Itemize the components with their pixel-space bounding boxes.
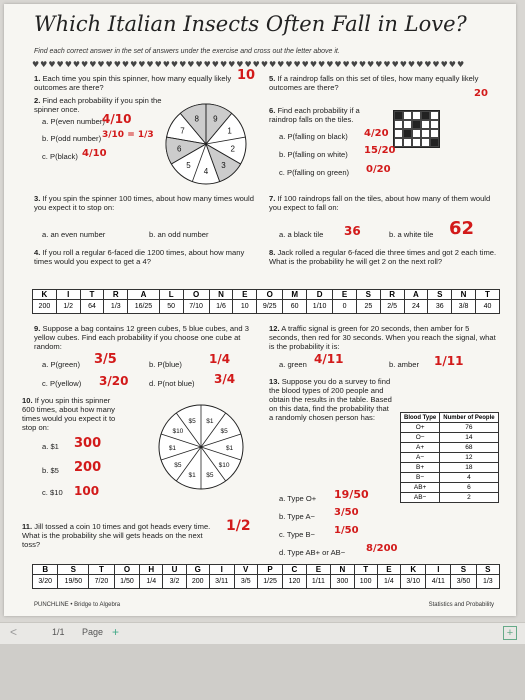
- q10-answer-a: 300: [74, 436, 102, 451]
- desk-background: [0, 644, 525, 700]
- spinner-label: 6: [176, 144, 182, 154]
- q2-option-b: b. P(odd number): [42, 134, 102, 143]
- grid1-value-4: 16/25: [128, 300, 160, 314]
- blood-cell: O+: [401, 423, 440, 433]
- grid1-value-17: 3/8: [452, 300, 476, 314]
- grid1-value-8: 10: [233, 300, 257, 314]
- grid2-letter-17: S: [451, 565, 476, 575]
- grid1-value-6: 7/10: [183, 300, 209, 314]
- q6-answer-b: 15/20: [364, 145, 396, 156]
- blood-cell: AB+: [401, 483, 440, 493]
- grid2-letter-7: I: [209, 565, 234, 575]
- grid2-letter-0: B: [33, 565, 58, 575]
- tile: [430, 129, 439, 138]
- grid1-letter-15: A: [404, 290, 428, 300]
- question-9: 9. Suppose a bag contains 12 green cubes, 5 blue cubes, and 3 yellow cubes. Find each probability if you choose one cube at random:: [34, 324, 249, 351]
- blood-row: [401, 463, 499, 473]
- spinner-label: $5: [188, 417, 196, 425]
- grid2-letter-15: K: [400, 565, 425, 575]
- grid1-letter-0: K: [33, 290, 57, 300]
- spinner-label: 3: [221, 160, 226, 170]
- blood-row: [401, 483, 499, 493]
- spinner-label: 5: [186, 160, 191, 170]
- blood-cell: 6: [440, 483, 498, 493]
- question-11: 11. Jill tossed a coin 10 times and got heads every time. What is the probability she will gets heads on the next toss?: [22, 522, 211, 549]
- tile: [412, 120, 421, 129]
- spinner-label: 2: [230, 144, 236, 154]
- grid2-letter-8: V: [234, 565, 257, 575]
- q6-answer-c: 0/20: [366, 164, 391, 175]
- answer-grid-2: [32, 564, 500, 589]
- heart-border: ♥♥♥♥♥♥♥♥♥♥♥♥♥♥♥♥♥♥♥♥♥♥♥♥♥♥♥♥♥♥♥♥♥♥♥♥♥♥♥♥♥♥♥♥♥♥♥♥♥♥♥♥♥: [32, 60, 466, 68]
- grid2-letter-11: E: [306, 565, 331, 575]
- spinner-label: $1: [206, 417, 214, 425]
- tile: [430, 138, 439, 147]
- q10-answer-c: 100: [74, 484, 100, 498]
- tile: [430, 120, 439, 129]
- grid1-letter-8: E: [233, 290, 257, 300]
- tile: [421, 111, 430, 120]
- tile: [421, 120, 430, 129]
- answer-grid-1: [32, 289, 500, 314]
- blood-cell: A+: [401, 443, 440, 453]
- grid1-letter-1: I: [56, 290, 80, 300]
- handwritten-answer-11: 1/2: [226, 518, 251, 534]
- spinner-label: 7: [180, 126, 185, 136]
- tile: [421, 129, 430, 138]
- spinner-label: $10: [218, 461, 230, 469]
- q13-answer-d: 8/200: [366, 543, 398, 554]
- question-10: 10. If you spin this spinner 600 times, about how many times would you expect it to stop on:: [22, 396, 116, 432]
- blood-cell: 2: [440, 493, 498, 503]
- number-spinner: [164, 102, 248, 186]
- blood-cell: O−: [401, 433, 440, 443]
- grid2-letter-12: N: [331, 565, 354, 575]
- grid2-value-12: 300: [331, 575, 354, 589]
- q9-option-a: a. P(green): [42, 360, 80, 369]
- grid1-value-12: 0: [333, 300, 357, 314]
- q2-answer-a: 4/10: [102, 112, 132, 126]
- blood-row: [401, 493, 499, 503]
- grid2-letter-13: T: [354, 565, 377, 575]
- grid2-letter-5: U: [163, 565, 186, 575]
- question-3: 3. If you spin the spinner 100 times, about how many times would you expect it to stop on:: [34, 194, 254, 212]
- blood-row: [401, 443, 499, 453]
- q9-option-d: d. P(not blue): [149, 379, 195, 388]
- grid2-letter-14: E: [377, 565, 400, 575]
- grid1-value-14: 2/5: [380, 300, 404, 314]
- q2-option-c: c. P(black): [42, 152, 78, 161]
- q9-answer-d: 3/4: [214, 372, 236, 386]
- grid2-value-8: 3/5: [234, 575, 257, 589]
- grid2-value-17: 3/50: [451, 575, 476, 589]
- q2-answer-b: 3/10 = 1/3: [102, 130, 154, 140]
- q3-option-b: b. an odd number: [149, 230, 209, 239]
- q10-option-b: b. $5: [42, 466, 59, 475]
- tile: [403, 120, 412, 129]
- q7-answer-b: 62: [449, 218, 475, 239]
- page-indicator: 1/1: [52, 627, 65, 637]
- q7-option-b: b. a white tile: [389, 230, 434, 239]
- tile: [412, 138, 421, 147]
- grid1-letter-5: L: [159, 290, 183, 300]
- q10-answer-b: 200: [74, 460, 102, 475]
- grid1-value-7: 1/6: [209, 300, 233, 314]
- back-icon[interactable]: <: [10, 625, 18, 639]
- grid1-letter-18: T: [475, 290, 499, 300]
- footer-right: Statistics and Probability: [428, 602, 494, 608]
- q9-answer-b: 1/4: [209, 352, 231, 366]
- grid2-letter-4: H: [140, 565, 163, 575]
- grid2-value-15: 3/10: [400, 575, 425, 589]
- grid1-value-11: 1/10: [307, 300, 333, 314]
- grid2-value-2: 7/20: [89, 575, 114, 589]
- q13-answer-b: 3/50: [334, 507, 359, 518]
- spinner-label: $1: [168, 445, 177, 452]
- tile-grid: [393, 110, 440, 148]
- blood-row: [401, 423, 499, 433]
- spinner-label: $1: [188, 472, 196, 480]
- q6-option-c: c. P(falling on green): [279, 168, 350, 177]
- blood-cell: B−: [401, 473, 440, 483]
- spinner-label: 1: [227, 126, 232, 136]
- grid1-letter-7: N: [209, 290, 233, 300]
- question-6: 6. Find each probability if a raindrop falls on the tiles.: [269, 106, 360, 124]
- tile: [412, 129, 421, 138]
- grid2-value-0: 3/20: [33, 575, 58, 589]
- q13-answer-a: 19/50: [334, 488, 369, 501]
- worksheet-page: [4, 4, 516, 616]
- grid2-value-9: 1/25: [257, 575, 282, 589]
- question-13: 13. Suppose you do a survey to find the blood types of 200 people and obtain the results in the table. Based on this data, find the probability that a randomly chosen person has:: [269, 377, 392, 422]
- q3-option-a: a. an even number: [42, 230, 106, 239]
- q12-answer-b: 1/11: [434, 354, 464, 368]
- spinner-label: $5: [206, 472, 214, 480]
- grid1-value-1: 1/2: [56, 300, 80, 314]
- spinner-label: $5: [174, 461, 182, 469]
- spinner-label: 4: [203, 167, 209, 177]
- grid2-letter-6: G: [186, 565, 209, 575]
- add-icon[interactable]: +: [503, 626, 517, 640]
- question-5: 5. If a raindrop falls on this set of tiles, how many equally likely outcomes are there?: [269, 74, 479, 92]
- spinner-label: 8: [194, 114, 199, 124]
- instructions: Find each correct answer in the set of answers under the exercise and cross out the letter above it.: [34, 48, 340, 55]
- footer-left: PUNCHLINE • Bridge to Algebra: [34, 602, 121, 608]
- q10-option-c: c. $10: [42, 488, 63, 497]
- blood-cell: 68: [440, 443, 498, 453]
- q9-answer-c: 3/20: [99, 374, 129, 388]
- q2-answer-c: 4/10: [82, 148, 107, 159]
- grid1-value-3: 1/3: [104, 300, 128, 314]
- tile: [421, 138, 430, 147]
- grid2-value-11: 1/11: [306, 575, 331, 589]
- tile: [394, 111, 403, 120]
- tile: [403, 138, 412, 147]
- spinner-label: 9: [213, 114, 218, 124]
- dollar-spinner: [156, 402, 246, 492]
- q2-option-a: a. P(even number): [42, 117, 105, 126]
- grid1-value-9: 9/25: [257, 300, 283, 314]
- blood-cell: B+: [401, 463, 440, 473]
- q13-option-d: d. Type AB+ or AB−: [279, 548, 346, 557]
- grid1-letter-17: N: [452, 290, 476, 300]
- q13-answer-c: 1/50: [334, 525, 359, 536]
- grid2-letter-2: T: [89, 565, 114, 575]
- grid1-value-2: 64: [80, 300, 104, 314]
- q9-option-b: b. P(blue): [149, 360, 182, 369]
- tile: [403, 111, 412, 120]
- grid1-letter-12: E: [333, 290, 357, 300]
- grid1-value-5: 50: [159, 300, 183, 314]
- grid1-letter-4: A: [128, 290, 160, 300]
- q12-option-b: b. amber: [389, 360, 419, 369]
- spinner-label: $1: [225, 445, 234, 452]
- tile: [412, 111, 421, 120]
- blood-cell: 4: [440, 473, 498, 483]
- grid2-letter-3: O: [114, 565, 139, 575]
- grid2-value-7: 3/11: [209, 575, 234, 589]
- grid2-letter-16: I: [426, 565, 451, 575]
- blood-cell: 76: [440, 423, 498, 433]
- grid2-letter-10: C: [283, 565, 306, 575]
- blood-cell: 14: [440, 433, 498, 443]
- grid2-value-16: 4/11: [426, 575, 451, 589]
- q6-answer-a: 4/20: [364, 128, 389, 139]
- q9-answer-a: 3/5: [94, 352, 117, 367]
- q12-answer-a: 4/11: [314, 352, 344, 366]
- blood-row: [401, 453, 499, 463]
- grid2-letter-1: S: [58, 565, 89, 575]
- grid1-value-15: 24: [404, 300, 428, 314]
- q13-option-a: a. Type O+: [279, 494, 317, 503]
- grid1-value-16: 36: [428, 300, 452, 314]
- tile: [430, 111, 439, 120]
- q9-option-c: c. P(yellow): [42, 379, 82, 388]
- question-2: 2. Find each probability if you spin the spinner once.: [34, 96, 162, 114]
- q10-option-a: a. $1: [42, 442, 59, 451]
- question-1: 1. Each time you spin this spinner, how many equally likely outcomes are there?: [34, 74, 232, 92]
- grid2-value-13: 100: [354, 575, 377, 589]
- grid2-value-1: 19/50: [58, 575, 89, 589]
- grid2-letter-9: P: [257, 565, 282, 575]
- page-label: Page: [82, 627, 104, 637]
- blood-cell: A−: [401, 453, 440, 463]
- viewer-toolbar: [0, 622, 525, 644]
- grid1-letter-13: S: [356, 290, 380, 300]
- spinner-label: $5: [220, 428, 228, 436]
- grid1-letter-11: D: [307, 290, 333, 300]
- grid2-value-4: 1/4: [140, 575, 163, 589]
- grid2-value-5: 3/2: [163, 575, 186, 589]
- handwritten-answer-5: 20: [474, 88, 488, 99]
- grid1-value-10: 60: [283, 300, 307, 314]
- q7-option-a: a. a black tile: [279, 230, 324, 239]
- question-8: 8. Jack rolled a regular 6-faced die three times and got 2 each time. What is the probability he will get 2 on the next roll?: [269, 248, 497, 266]
- add-page-icon[interactable]: +: [112, 625, 120, 639]
- question-4: 4. If you roll a regular 6-faced die 1200 times, about how many times would you expect to get a 4?: [34, 248, 245, 266]
- blood-row: [401, 433, 499, 443]
- grid2-value-14: 1/4: [377, 575, 400, 589]
- grid1-value-0: 200: [33, 300, 57, 314]
- grid1-value-18: 40: [475, 300, 499, 314]
- q12-option-a: a. green: [279, 360, 307, 369]
- handwritten-answer-1: 10: [237, 68, 256, 83]
- blood-cell: 18: [440, 463, 498, 473]
- q6-option-a: a. P(falling on black): [279, 132, 348, 141]
- blood-type-table: Blood Type Number of People O+ 76 O− 14 A+ 68 A− 12 B+ 18 B− 4 AB+ 6 AB− 2: [400, 412, 499, 503]
- blood-row: [401, 473, 499, 483]
- tile: [394, 120, 403, 129]
- grid1-letter-16: S: [428, 290, 452, 300]
- grid2-value-10: 120: [283, 575, 306, 589]
- grid1-letter-9: O: [257, 290, 283, 300]
- grid1-letter-6: O: [183, 290, 209, 300]
- blood-cell: 12: [440, 453, 498, 463]
- blood-cell: AB−: [401, 493, 440, 503]
- q13-option-b: b. Type A−: [279, 512, 315, 521]
- grid2-value-3: 1/50: [114, 575, 139, 589]
- q7-answer-a: 36: [344, 224, 361, 238]
- q6-option-b: b. P(falling on white): [279, 150, 348, 159]
- grid2-value-6: 200: [186, 575, 209, 589]
- grid2-letter-18: S: [476, 565, 499, 575]
- question-12: 12. A traffic signal is green for 20 seconds, then amber for 5 seconds, then red for 30 seconds. When you reach the signal, what is the probability it is:: [269, 324, 496, 351]
- worksheet-title: Which Italian Insects Often Fall in Love?: [34, 12, 467, 36]
- grid2-value-18: 1/3: [476, 575, 499, 589]
- grid1-letter-14: R: [380, 290, 404, 300]
- grid1-letter-2: T: [80, 290, 104, 300]
- grid1-letter-10: M: [283, 290, 307, 300]
- tile: [403, 129, 412, 138]
- q13-option-c: c. Type B−: [279, 530, 315, 539]
- grid1-value-13: 25: [356, 300, 380, 314]
- spinner-label: $10: [172, 428, 184, 436]
- tile: [394, 129, 403, 138]
- question-7: 7. If 100 raindrops fall on the tiles, about how many of them would you expect to fall on:: [269, 194, 491, 212]
- grid1-letter-3: R: [104, 290, 128, 300]
